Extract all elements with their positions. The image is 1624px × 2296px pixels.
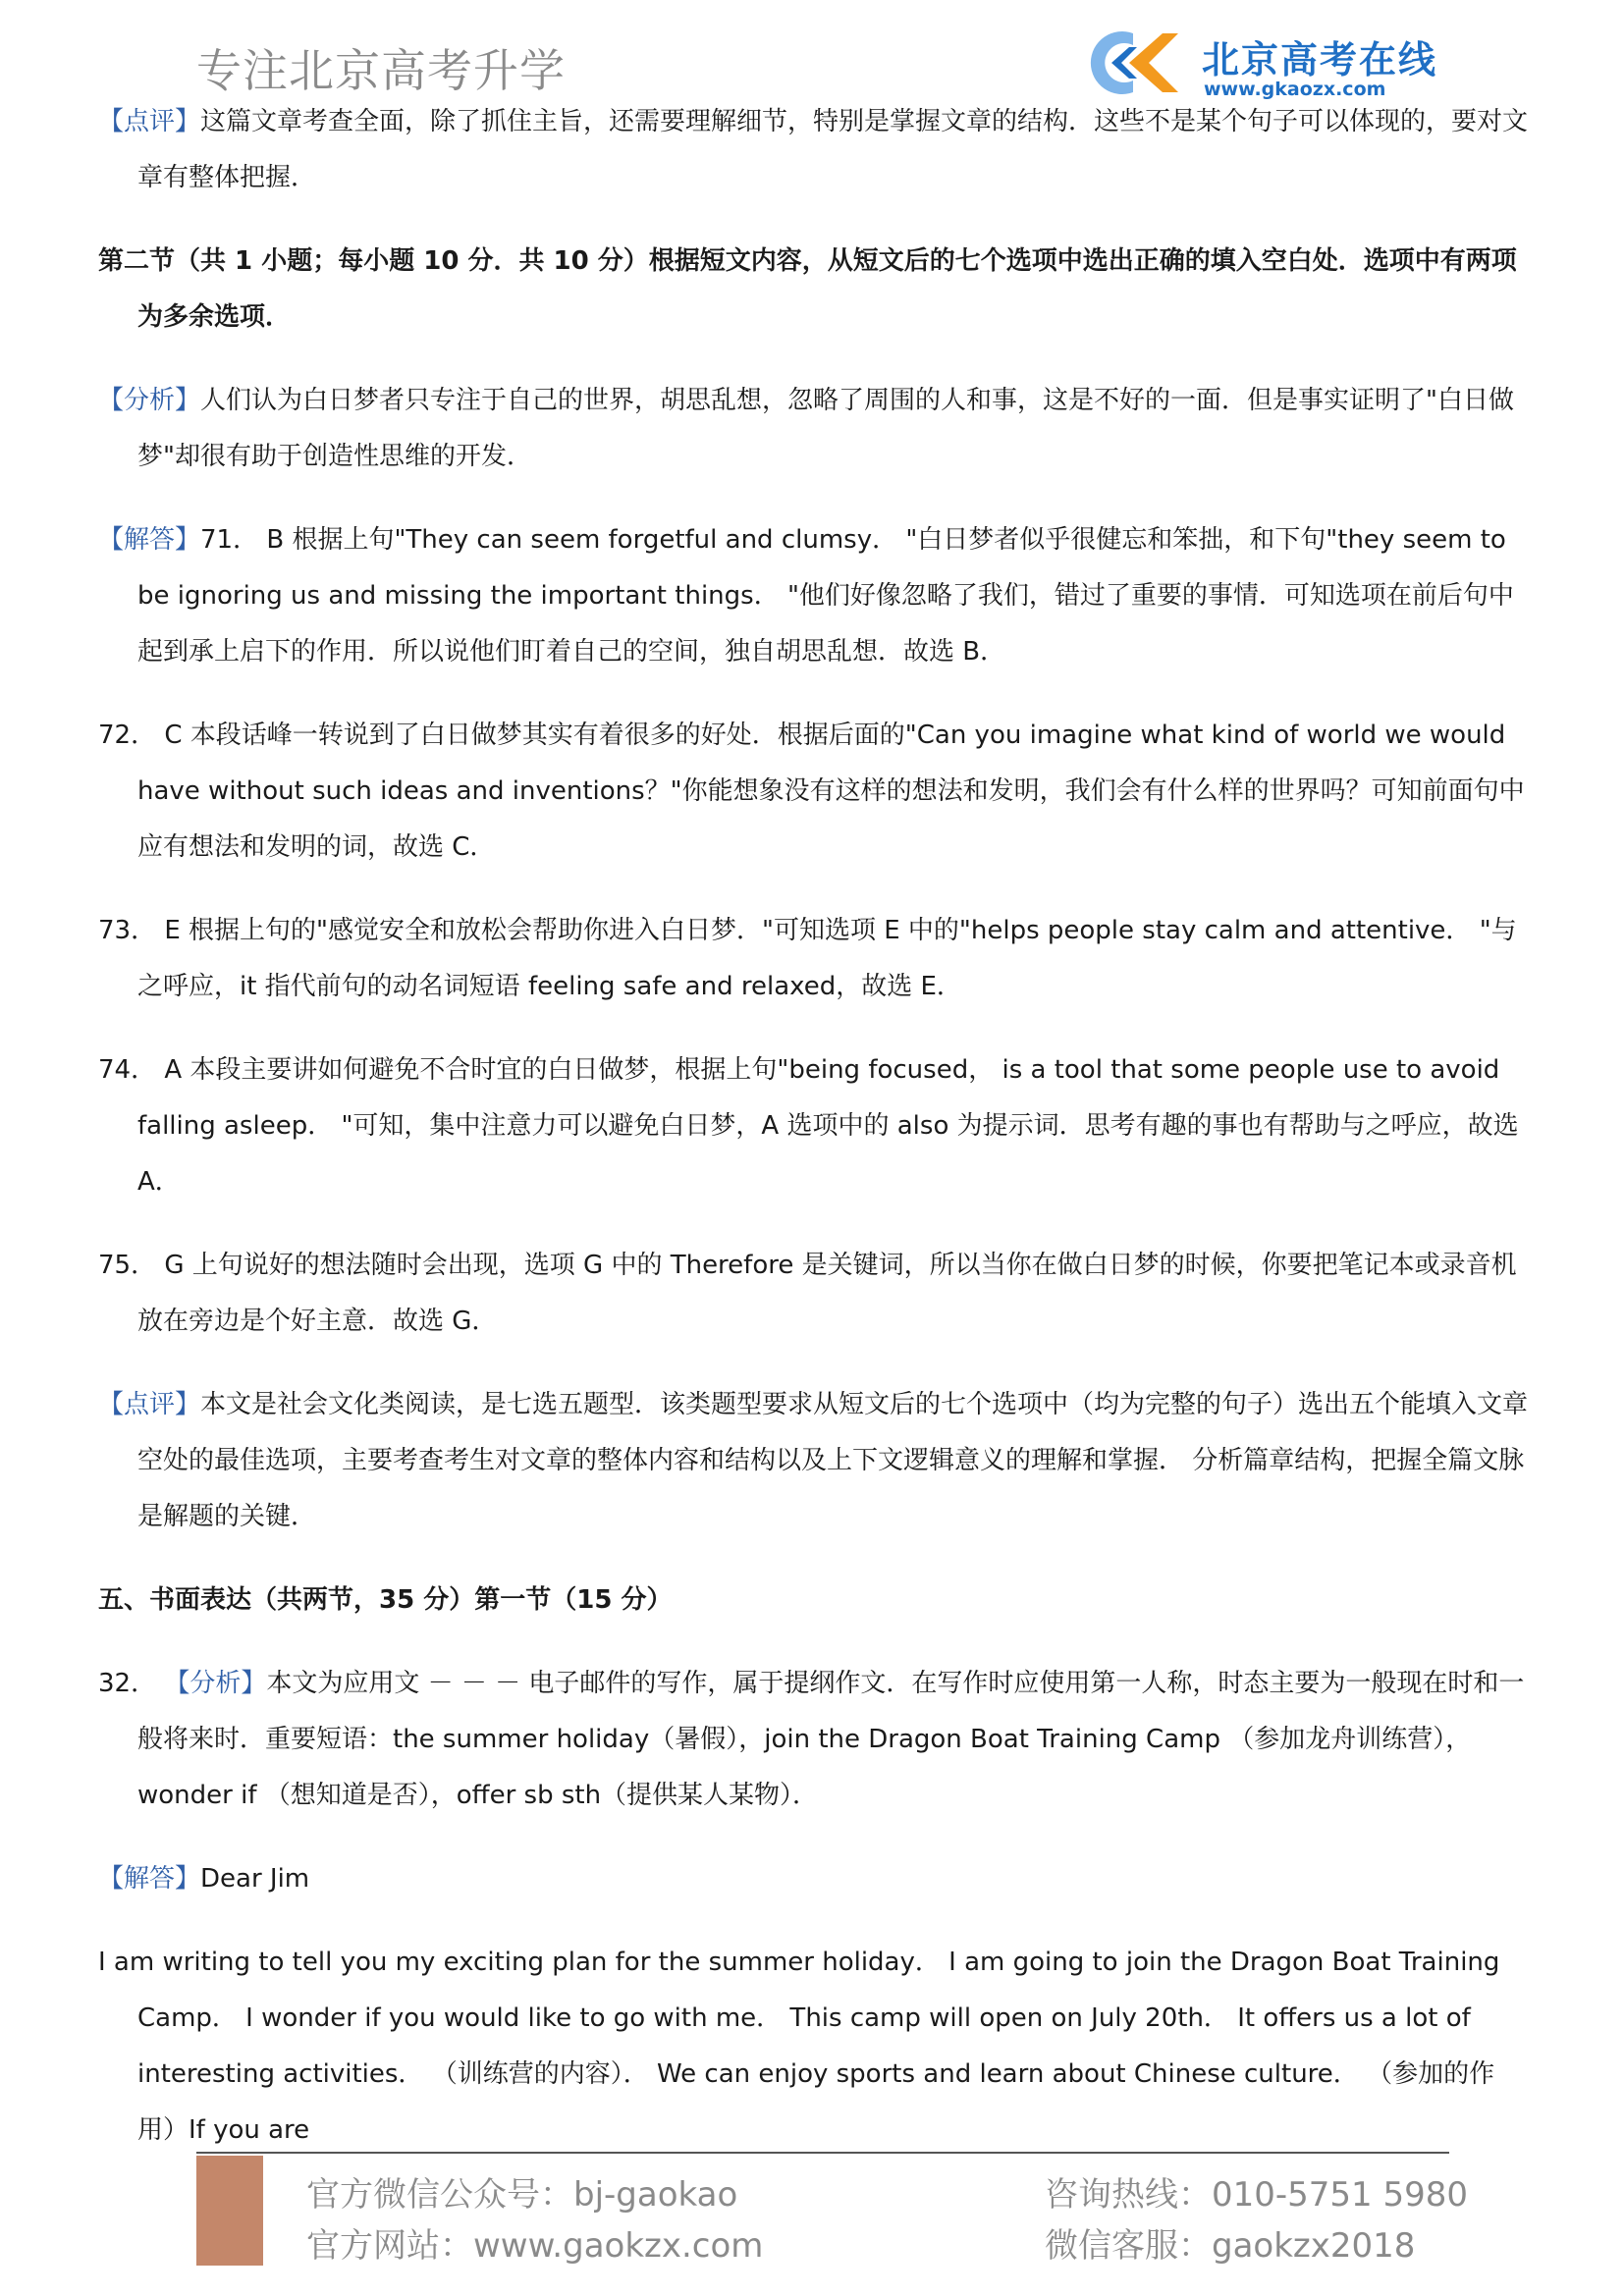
answer-71-text: 71． B 根据上句"They can seem forgetful and clumsy． "白日梦者似乎很健忘和笨拙，和下句"they seem to be ignoring us and missing the important things． "他们好像忽略了我们，错过了重要的事情．可知选项在前后句中起到承上启下的作用．所以说他们盯着自己的空间，独自胡思乱想．故选 B．	[137, 525, 1514, 667]
document-body	[98, 94, 1532, 2186]
logo	[1072, 24, 1465, 102]
logo-url: www.gkaozx.com	[1204, 79, 1386, 100]
comment-tag: 【点评】	[98, 1390, 201, 1419]
q32-analysis-paragraph	[98, 1656, 1532, 1824]
analysis-paragraph	[98, 373, 1532, 485]
analysis-tag: 【分析】	[164, 1669, 267, 1698]
comment-2-text: 本文是社会文化类阅读，是七选五题型．该类题型要求从短文后的七个选项中（均为完整的句子）选出五个能填入文章空处的最佳选项，主要考查考生对文章的整体内容和结构以及上下文逻辑意义的理解和掌握． 分析篇章结构，把握全篇文脉是解题的关键．	[137, 1390, 1529, 1531]
answer-tag: 【解答】	[98, 1864, 201, 1894]
q32-analysis-text: 本文为应用文 － － － 电子邮件的写作，属于提纲作文．在写作时应使用第一人称，时态主要为一般现在时和一般将来时．重要短语：the summer holiday（暑假），join the Dragon Boat Training Camp （参加龙舟训练营），wonder if （想知道是否），offer sb sth（提供某人某物）．	[137, 1669, 1525, 1810]
footer-hotline: 咨询热线：010-5751 5980	[1045, 2175, 1469, 2215]
analysis-tag: 【分析】	[98, 386, 201, 415]
answer-73-paragraph: 73． E 根据上句的"感觉安全和放松会帮助你进入白日梦．"可知选项 E 中的"helps people stay calm and attentive． "与之呼应，it 指代前句的动名词短语 feeling safe and relaxed，故选 E．	[98, 916, 1517, 1001]
footer-divider	[196, 2152, 1449, 2154]
q32-number: 32．	[98, 1669, 157, 1698]
letter-greeting: Dear Jim	[200, 1864, 310, 1894]
logo-name: 北京高考在线	[1202, 38, 1438, 81]
answer-tag: 【解答】	[98, 525, 201, 555]
footer-wechat-public: 官方微信公众号：bj-gaokao	[306, 2175, 738, 2215]
footer-website: 官方网站：www.gaokzx.com	[306, 2226, 764, 2266]
comment-paragraph-1	[98, 94, 1532, 206]
comment-paragraph-2	[98, 1377, 1532, 1545]
footer-wechat-service: 微信客服：gaokzx2018	[1045, 2226, 1416, 2266]
footer-color-block	[196, 2156, 263, 2266]
answer-72-paragraph: 72． C 本段话峰一转说到了白日做梦其实有着很多的好处．根据后面的"Can you imagine what kind of world we would have without such ideas and inventions？"你能想象没有这样的想法和发明，我们会有什么样的世界吗？可知前面句中应有想法和发明的词，故选 C．	[98, 721, 1525, 862]
answer-74-paragraph: 74． A 本段主要讲如何避免不合时宜的白日做梦，根据上句"being focused， is a tool that some people use to avoid falling asleep． "可知，集中注意力可以避免白日梦，A 选项中的 also 为提示词．思考有趣的事也有帮助与之呼应，故选 A．	[98, 1055, 1519, 1197]
section-5-heading: 五、书面表达（共两节，35 分）第一节（15 分）	[98, 1585, 673, 1615]
comment-tag: 【点评】	[98, 107, 201, 136]
logo-mark-icon	[1072, 24, 1190, 102]
comment-text: 这篇文章考查全面，除了抓住主旨，还需要理解细节，特别是掌握文章的结构．这些不是某个句子可以体现的，要对文章有整体把握．	[137, 107, 1529, 192]
answer-75-paragraph: 75． G 上句说好的想法随时会出现，选项 G 中的 Therefore 是关键词，所以当你在做白日梦的时候，你要把笔记本或录音机放在旁边是个好主意．故选 G．	[98, 1251, 1517, 1336]
analysis-text: 人们认为白日梦者只专注于自己的世界，胡思乱想，忽略了周围的人和事，这是不好的一面．但是事实证明了"白日做梦"却很有助于创造性思维的开发．	[137, 386, 1514, 471]
section-2-heading: 第二节（共 1 小题；每小题 10 分．共 10 分）根据短文内容，从短文后的七个选项中选出正确的填入空白处．选项中有两项为多余选项．	[98, 246, 1517, 332]
q32-answer-paragraph	[98, 1851, 1532, 1907]
header-slogan: 专注北京高考升学	[196, 44, 566, 97]
answer-71-paragraph	[98, 512, 1532, 680]
letter-body: I am writing to tell you my exciting plan for the summer holiday． I am going to join the Dragon Boat Training Camp． I wonder if you would like to go with me． This camp will open on July 20th． It offers us a lot of interesting activities． （训练营的内容）． We can enjoy sports and learn about Chinese culture． （参加的作用）If you are	[98, 1948, 1500, 2145]
